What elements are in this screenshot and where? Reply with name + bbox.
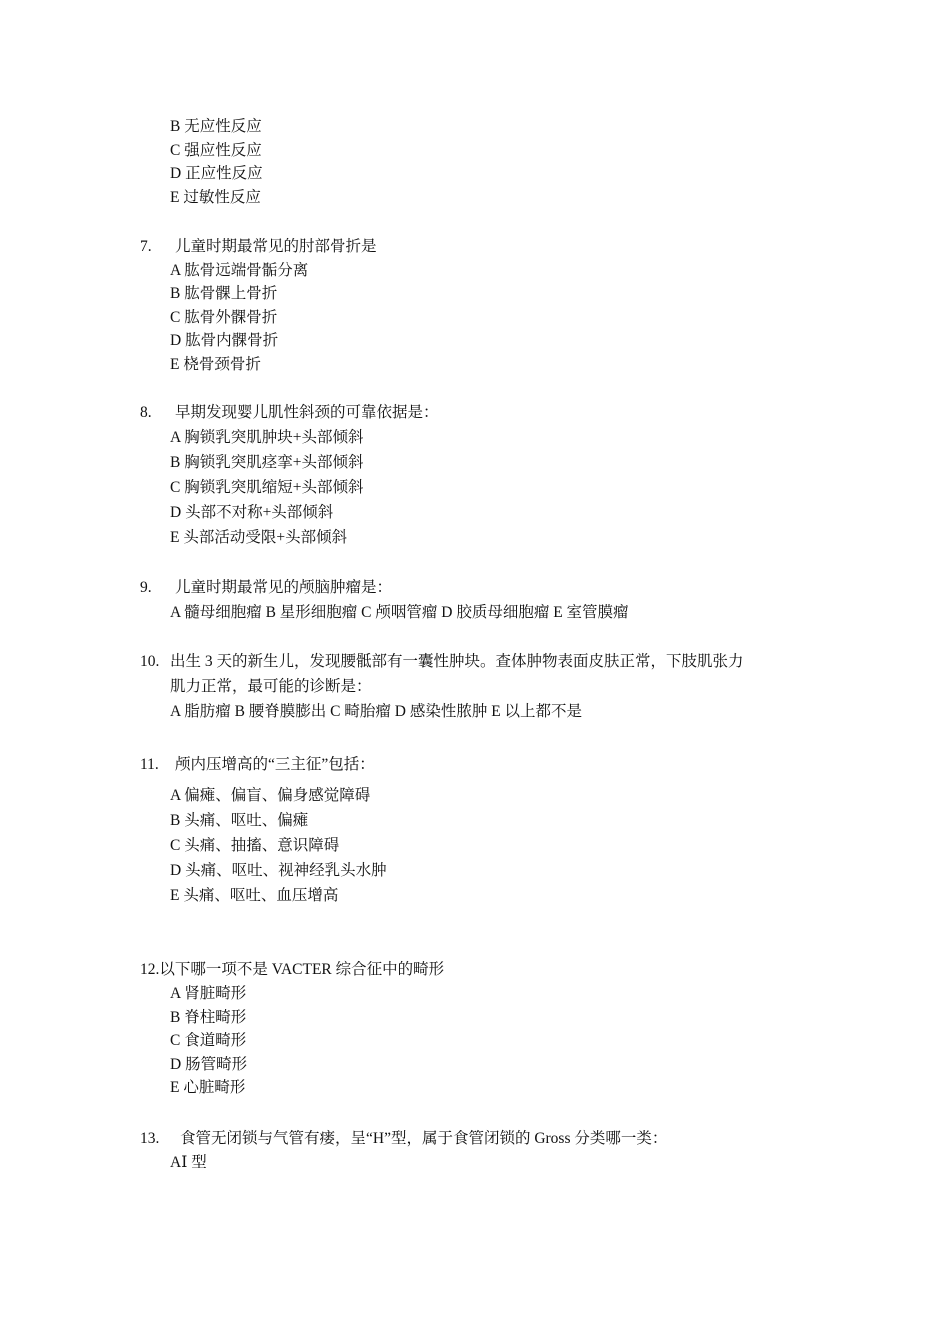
question-stem: 食管无闭锁与气管有瘘，呈“H”型，属于食管闭锁的 Gross 分类哪一类： [180,1130,668,1147]
option-d: D 正应性反应 [170,165,263,182]
question-stem: 儿童时期最常见的肘部骨折是 [175,238,377,255]
question-number: 8. [140,404,152,421]
option-b: B 头痛、呕吐、偏瘫 [170,812,309,829]
option-c: C 头痛、抽搐、意识障碍 [170,837,340,854]
option-c: C 胸锁乳突肌缩短+头部倾斜 [170,479,364,496]
option-a: A 肾脏畸形 [170,985,247,1002]
option-d: D 头痛、呕吐、视神经乳头水肿 [170,862,387,879]
option-c: C 食道畸形 [170,1032,247,1049]
option-a: AⅠ 型 [170,1154,207,1171]
option-e: E 过敏性反应 [170,189,261,206]
option-d: D 肠管畸形 [170,1056,248,1073]
option-b: B 胸锁乳突肌痉挛+头部倾斜 [170,454,364,471]
option-b: B 无应性反应 [170,118,262,135]
question-number: 11. [140,756,159,773]
option-a: A 肱骨远端骨骺分离 [170,262,309,279]
question-stem: 儿童时期最常见的颅脑肿瘤是： [175,579,393,596]
option-b: B 肱骨髁上骨折 [170,285,278,302]
option-a: A 胸锁乳突肌肿块+头部倾斜 [170,429,364,446]
question-stem: 12.以下哪一项不是 VACTER 综合征中的畸形 [140,961,445,978]
option-e: E 心脏畸形 [170,1079,246,1096]
question-stem-line-1: 出生 3 天的新生儿，发现腰骶部有一囊性肿块。查体肿物表面皮肤正常，下肢肌张力 [170,653,744,670]
option-b: B 脊柱畸形 [170,1009,247,1026]
options-line: A 髓母细胞瘤 B 星形细胞瘤 C 颅咽管瘤 D 胶质母细胞瘤 E 室管膜瘤 [170,604,629,621]
option-e: E 桡骨颈骨折 [170,356,261,373]
question-number: 13. [140,1130,160,1147]
question-stem-line-2: 肌力正常，最可能的诊断是： [170,678,372,695]
option-d: D 头部不对称+头部倾斜 [170,504,334,521]
options-line: A 脂肪瘤 B 腰脊膜膨出 C 畸胎瘤 D 感染性脓肿 E 以上都不是 [170,703,583,720]
question-stem: 颅内压增高的“三主征”包括： [175,756,375,773]
question-number: 7. [140,238,152,255]
option-d: D 肱骨内髁骨折 [170,332,279,349]
option-c: C 强应性反应 [170,142,262,159]
question-number: 10. [140,653,160,670]
question-stem: 早期发现婴儿肌性斜颈的可靠依据是： [175,404,439,421]
option-e: E 头痛、呕吐、血压增高 [170,887,339,904]
option-c: C 肱骨外髁骨折 [170,309,278,326]
option-e: E 头部活动受限+头部倾斜 [170,529,348,546]
option-a: A 偏瘫、偏盲、偏身感觉障碍 [170,787,371,804]
question-number: 9. [140,579,152,596]
